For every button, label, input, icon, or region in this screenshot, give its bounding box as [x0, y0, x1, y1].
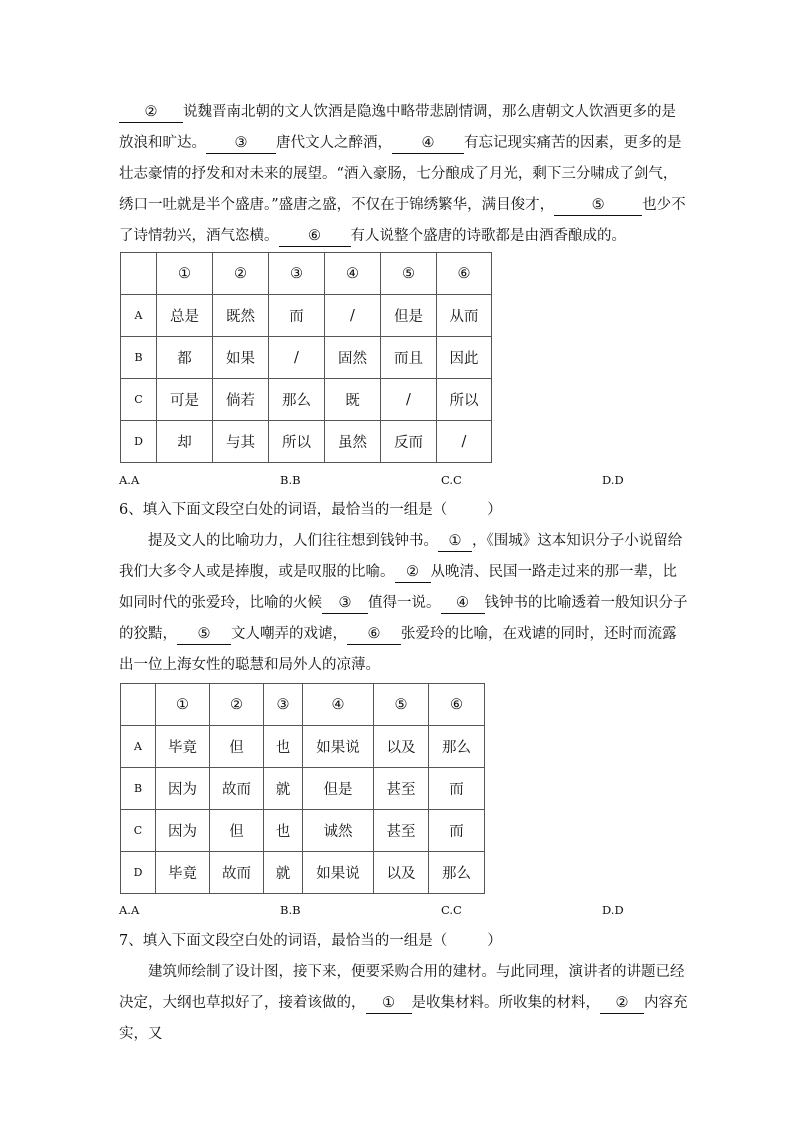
blank-2: ②: [395, 562, 431, 583]
table-row: D 毕竟 故而 就 如果说 以及 那么: [121, 852, 485, 894]
passage-7: 建筑师绘制了设计图，接下来，便要采购合用的建材。与此同理，演讲者的讲题已经决定，大纲也草拟好了，接着该做的， ① 是收集材料。所收集的材料， ② 内容充实，又: [119, 964, 688, 1042]
blank-6: ⑥: [347, 624, 401, 645]
passage-5: ② 说魏晋南北朝的文人饮酒是隐逸中略带悲剧情调，那么唐朝文人饮酒更多的是放浪和旷达。 ③ 唐代文人之醉酒， ④ 有忘记现实痛苦的因素，更多的是壮志豪情的抒发和对未来的展望。“酒入豪肠，七分酿成了月光，剩下三分啸成了剑气，绣口一吐就是半个盛唐。”盛唐之盛，不仅在于锦绣繁华，满目俊才， ⑤ 也少不了诗情勃兴，酒气恣横。 ⑥ 有人说整个盛唐的诗歌都是由酒香酿成的。: [119, 97, 689, 252]
question-6-stem: 6、填入下面文段空白处的词语，最恰当的一组是（ ）: [119, 502, 502, 518]
answer-b[interactable]: B.B: [280, 473, 301, 487]
table-header-row: ① ② ③ ④ ⑤ ⑥: [121, 684, 485, 726]
blank-5: ⑤: [177, 624, 231, 645]
answer-choices-q6: [119, 903, 679, 921]
options-table-q6: [120, 683, 485, 894]
answer-c[interactable]: C.C: [441, 473, 462, 487]
table-header-row: ① ② ③ ④ ⑤ ⑥: [121, 253, 492, 295]
answer-choices-q5: [119, 473, 679, 491]
table-row: A 毕竟 但 也 如果说 以及 那么: [121, 726, 485, 768]
answer-d[interactable]: D.D: [602, 903, 624, 917]
blank-2: ②: [119, 102, 183, 123]
table-row: A 总是 既然 而 / 但是 从而: [121, 295, 492, 337]
table-row: D 却 与其 所以 虽然 反而 /: [121, 421, 492, 463]
answer-a[interactable]: A.A: [119, 903, 140, 917]
answer-d[interactable]: D.D: [602, 473, 624, 487]
table-row: B 都 如果 / 固然 而且 因此: [121, 337, 492, 379]
blank-6: ⑥: [279, 226, 351, 247]
passage-6: 提及文人的比喻功力，人们往往想到钱钟书。 ① ，《围城》这本知识分子小说留给我们大多令人或是捧腹，或是叹服的比喻。 ② 从晚清、民国一路走过来的那一辈，比如同时代的张爱玲，比喻的火候 ③ 值得一说。 ④ 钱钟书的比喻透着一般知识分子的狡黠， ⑤ 文人嘲弄的戏谑， ⑥ 张爱玲的比喻，在戏谑的同时，还时而流露出一位上海女性的聪慧和局外人的凉薄。: [119, 533, 688, 673]
blank-1: ①: [366, 993, 412, 1014]
options-table-q5: [120, 252, 492, 463]
table-row: C 可是 倘若 那么 既 / 所以: [121, 379, 492, 421]
table-row: B 因为 故而 就 但是 甚至 而: [121, 768, 485, 810]
blank-2: ②: [600, 993, 644, 1014]
question-7-stem: 7、填入下面文段空白处的词语，最恰当的一组是（ ）: [119, 933, 502, 949]
answer-a[interactable]: A.A: [119, 473, 140, 487]
blank-3: ③: [322, 593, 368, 614]
blank-3: ③: [206, 133, 276, 154]
blank-4: ④: [441, 593, 485, 614]
table-row: C 因为 但 也 诚然 甚至 而: [121, 810, 485, 852]
blank-1: ①: [438, 531, 472, 552]
answer-b[interactable]: B.B: [280, 903, 301, 917]
answer-c[interactable]: C.C: [441, 903, 462, 917]
blank-5: ⑤: [554, 195, 642, 216]
blank-4: ④: [392, 133, 464, 154]
